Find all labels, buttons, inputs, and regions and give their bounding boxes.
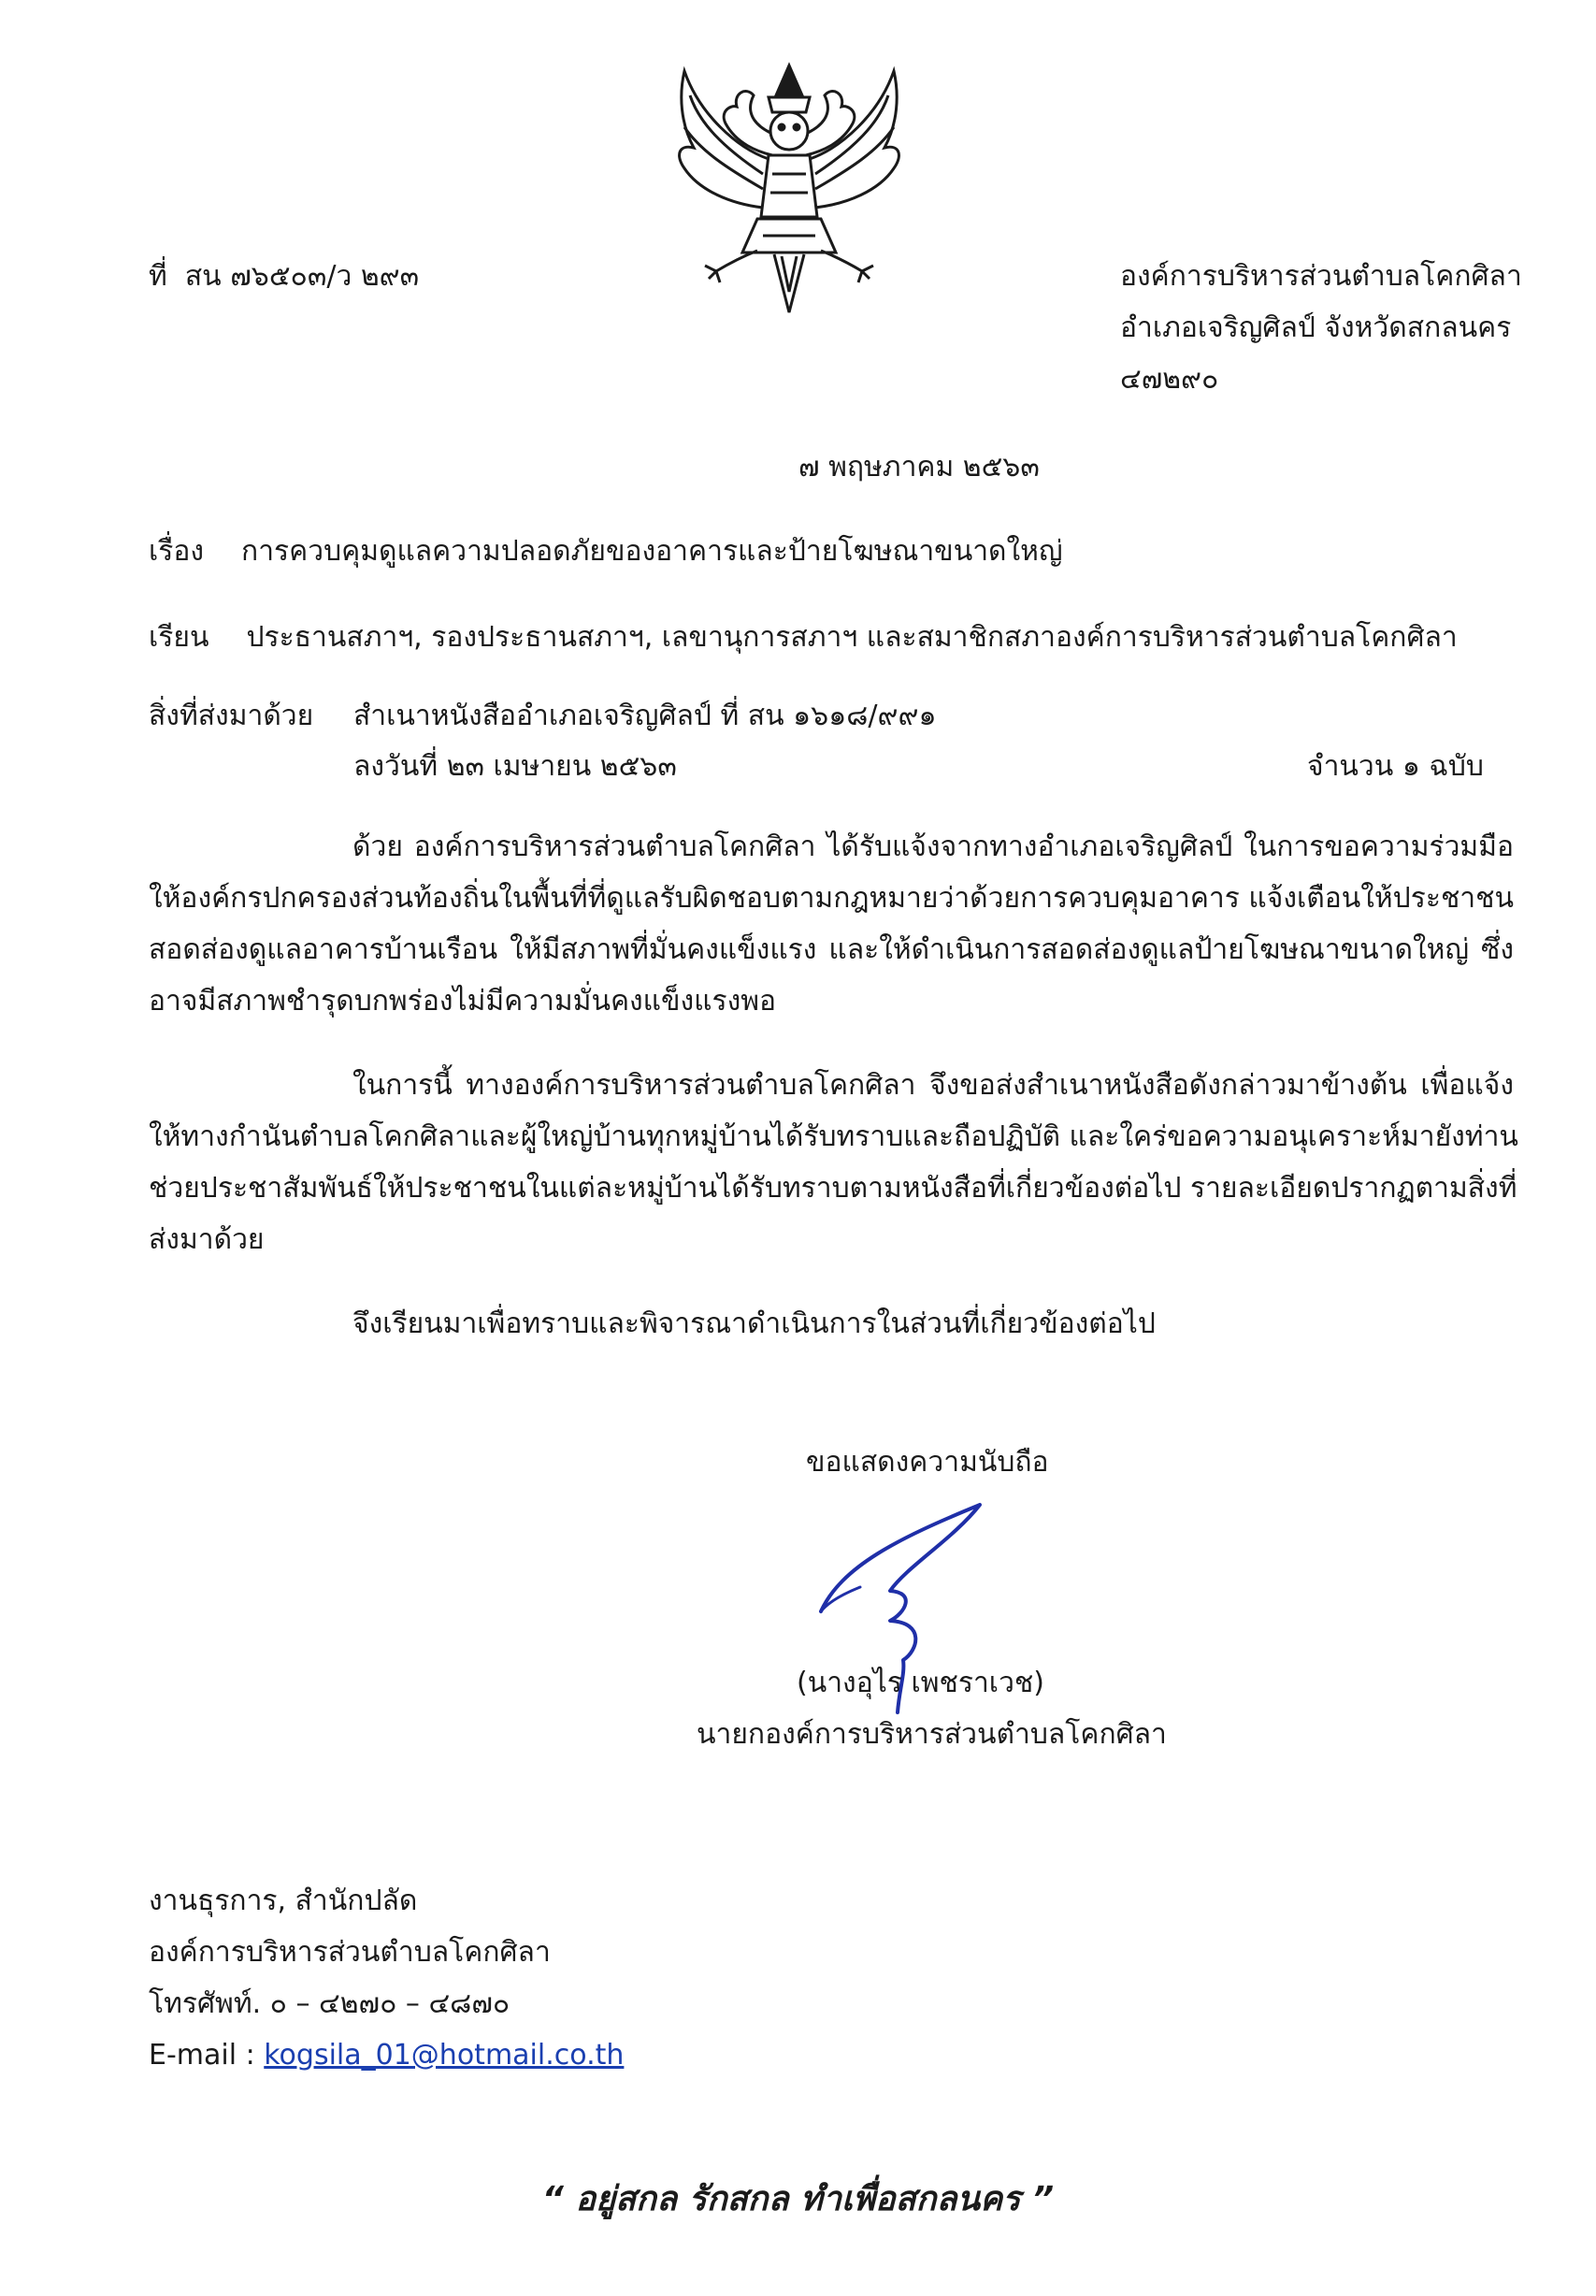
attachment-count: จำนวน ๑ ฉบับ <box>1307 750 1484 783</box>
signatory-position: นายกองค์การบริหารส่วนตำบลโคกศิลา <box>697 1718 1167 1751</box>
motto: “ อยู่สกล รักสกล ทำเพื่อสกลนคร ” <box>541 2180 1055 2218</box>
footer-org: องค์การบริหารส่วนตำบลโคกศิลา <box>149 1936 551 1969</box>
paragraph2-line4: ส่งมาด้วย <box>149 1223 265 1256</box>
paragraph1-line2: ให้องค์กรปกครองส่วนท้องถิ่นในพื้นที่ที่ดูแลรับผิดชอบตามกฎหมายว่าด้วยการควบคุมอาคาร แจ้งเตือนให้ประชาชน <box>149 882 1515 915</box>
recipient-line <box>149 621 1458 655</box>
footer-department: งานธุรการ, สำนักปลัด <box>149 1884 418 1917</box>
reference-value: สน ๗๖๕๐๓/ว ๒๙๓ <box>184 260 420 293</box>
subject-text: การควบคุมดูแลความปลอดภัยของอาคารและป้ายโฆษณาขนาดใหญ่ <box>241 535 1063 568</box>
reference-number <box>149 260 419 294</box>
email-label: E-mail : <box>149 2039 255 2072</box>
paragraph2-line3: ช่วยประชาสัมพันธ์ให้ประชาชนในแต่ละหมู่บ้านได้รับทราบตามหนังสือที่เกี่ยวข้องต่อไป รายละเอียดปรากฏตามสิ่งที่ <box>149 1172 1517 1205</box>
closing-line: จึงเรียนมาเพื่อทราบและพิจารณาดำเนินการในส่วนที่เกี่ยวข้องต่อไป <box>352 1307 1156 1340</box>
reference-label: ที่ <box>149 260 167 293</box>
subject-label: เรื่อง <box>149 535 205 568</box>
paragraph2-line1: ในการนี้ ทางองค์การบริหารส่วนตำบลโคกศิลา จึงขอส่งสำเนาหนังสือดังกล่าวมาข้างต้น เพื่อแจ้ง <box>352 1069 1514 1102</box>
subject-line <box>149 535 1063 569</box>
salutation: ขอแสดงความนับถือ <box>806 1446 1049 1479</box>
org-name: องค์การบริหารส่วนตำบลโคกศิลา <box>1120 260 1522 293</box>
attachment-line2: ลงวันที่ ๒๓ เมษายน ๒๕๖๓ <box>353 750 677 783</box>
recipient-text: ประธานสภาฯ, รองประธานสภาฯ, เลขานุการสภาฯ และสมาชิกสภาองค์การบริหารส่วนตำบลโคกศิลา <box>246 621 1458 654</box>
org-address: อำเภอเจริญศิลป์ จังหวัดสกลนคร <box>1120 311 1512 344</box>
garuda-emblem <box>671 58 907 325</box>
email-link[interactable]: kogsila_01@hotmail.co.th <box>264 2039 625 2072</box>
attachment-line1: สำเนาหนังสืออำเภอเจริญศิลป์ ที่ สน ๑๖๑๘/๙๙๑ <box>353 700 937 732</box>
paragraph1-line3: สอดส่องดูแลอาคารบ้านเรือน ให้มีสภาพที่มั่นคงแข็งแรง และให้ดำเนินการสอดส่องดูแลป้ายโฆษณาขนาดใหญ่ ซึ่ง <box>149 933 1514 966</box>
paragraph2-line2: ให้ทางกำนันตำบลโคกศิลาและผู้ใหญ่บ้านทุกหมู่บ้านได้รับทราบและถือปฏิบัติ และใคร่ขอความอนุเคราะห์มายังท่าน <box>149 1120 1518 1153</box>
footer-email-line <box>149 2039 624 2072</box>
paragraph1-line4: อาจมีสภาพชำรุดบกพร่องไม่มีความมั่นคงแข็งแรงพอ <box>149 985 777 1018</box>
footer-phone: โทรศัพท์. ๐ – ๔๒๗๐ – ๔๘๗๐ <box>149 1987 510 2020</box>
signatory-name: (นางอุไร เพชราเวช) <box>797 1667 1044 1699</box>
paragraph1-line1: ด้วย องค์การบริหารส่วนตำบลโคกศิลา ได้รับแจ้งจากทางอำเภอเจริญศิลป์ ในการขอความร่วมมือ <box>352 830 1514 863</box>
attachment-label: สิ่งที่ส่งมาด้วย <box>149 700 314 732</box>
org-postcode: ๔๗๒๙๐ <box>1120 363 1219 396</box>
letter-date: ๗ พฤษภาคม ๒๕๖๓ <box>798 451 1040 484</box>
recipient-label: เรียน <box>149 621 209 654</box>
